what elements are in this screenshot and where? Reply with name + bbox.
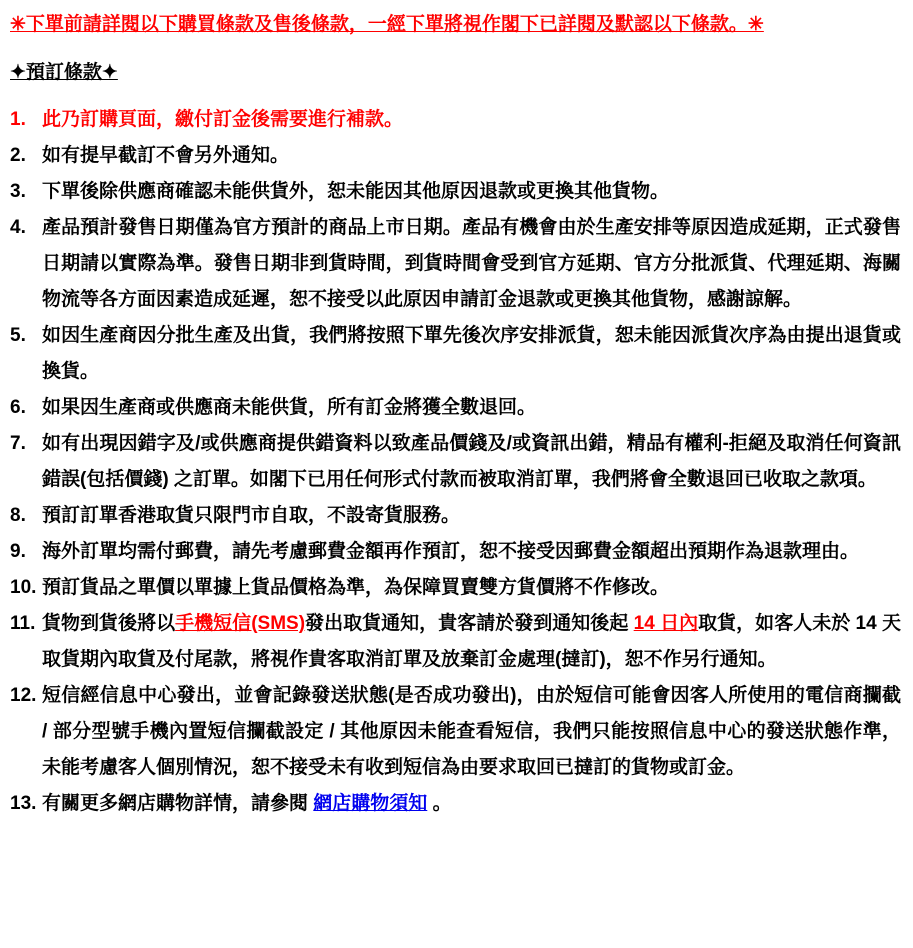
term-text xyxy=(42,606,901,678)
term-item-2 xyxy=(10,138,901,174)
purchase-terms-notice: ✳下單前請詳閱以下購買條款及售後條款，一經下單將視作閣下已詳閱及默認以下條款。✳ xyxy=(10,14,764,35)
term-text-segment: 有關更多網店購物詳情，請參閱 xyxy=(42,793,314,814)
term-text xyxy=(42,786,901,822)
terms-list xyxy=(10,102,901,822)
term-text: 如果因生產商或供應商未能供貨，所有訂金將獲全數退回。 xyxy=(42,397,537,418)
term-number: 10. xyxy=(10,577,37,598)
term-item-13 xyxy=(10,786,901,822)
term-item-4 xyxy=(10,210,901,318)
term-text-segment: 取貨，如客人未於 14 天取貨期內取貨及付尾款，將視作貴客取消訂單及放棄訂金處理(撻訂)，恕不作另行通知。 xyxy=(42,613,901,670)
term-item-5 xyxy=(10,318,901,390)
term-number: 13. xyxy=(10,793,37,814)
term-item-3 xyxy=(10,174,901,210)
term-item-9 xyxy=(10,534,901,570)
sms-emphasis: 手機短信(SMS) xyxy=(175,613,306,634)
term-text: 如有出現因錯字及/或供應商提供錯資料以致產品價錢及/或資訊出錯，精品有權利-拒絕及取消任何資訊錯誤(包括價錢) 之訂單。如閣下已用任何形式付款而被取消訂單，我們將會全數退回已收取之款項。 xyxy=(42,433,901,490)
term-text: 產品預計發售日期僅為官方預計的商品上市日期。產品有機會由於生產安排等原因造成延期，正式發售日期請以實際為準。發售日期非到貨時間，到貨時間會受到官方延期、官方分批派貨、代理延期、海關物流等各方面因素造成延遲，恕不接受以此原因申請訂金退款或更換其他貨物，感謝諒解。 xyxy=(42,217,901,310)
term-text: 短信經信息中心發出，並會記錄發送狀態(是否成功發出)，由於短信可能會因客人所使用的電信商攔截 / 部分型號手機內置短信攔截設定 / 其他原因未能查看短信，我們只能按照信息中心的發送狀態作準，未能考慮客人個別情況，恕不接受未有收到短信為由要求取回已撻訂的貨物或訂金。 xyxy=(42,685,901,778)
term-number: 1. xyxy=(10,109,26,130)
term-item-11 xyxy=(10,606,901,678)
store-shopping-guide-link[interactable]: 網店購物須知 xyxy=(313,793,428,814)
term-number: 7. xyxy=(10,433,26,454)
term-text: 如有提早截訂不會另外通知。 xyxy=(42,145,290,166)
term-text: 如因生產商因分批生產及出貨，我們將按照下單先後次序安排派貨，恕未能因派貨次序為由提出退貨或換貨。 xyxy=(42,325,901,382)
term-item-1 xyxy=(10,102,901,138)
term-number: 2. xyxy=(10,145,26,166)
term-number: 9. xyxy=(10,541,26,562)
pickup-deadline-emphasis: 14 日內 xyxy=(633,613,699,634)
term-item-10 xyxy=(10,570,901,606)
term-number: 4. xyxy=(10,217,26,238)
term-text-segment: 。 xyxy=(427,793,452,814)
term-text-segment: 貨物到貨後將以 xyxy=(42,613,176,634)
term-text: 預訂貨品之單價以單據上貨品價格為準，為保障買賣雙方貨價將不作修改。 xyxy=(42,577,670,598)
term-number: 12. xyxy=(10,685,37,706)
term-text: 海外訂單均需付郵費，請先考慮郵費金額再作預訂，恕不接受因郵費金額超出預期作為退款理由。 xyxy=(42,541,860,562)
term-number: 5. xyxy=(10,325,26,346)
term-number: 3. xyxy=(10,181,26,202)
term-text-segment: 發出取貨通知，貴客請於發到通知後起 xyxy=(305,613,634,634)
section-title-preorder-terms: ✦預訂條款✦ xyxy=(10,62,118,83)
term-item-8 xyxy=(10,498,901,534)
term-text: 下單後除供應商確認未能供貨外，恕未能因其他原因退款或更換其他貨物。 xyxy=(42,181,670,202)
term-item-7 xyxy=(10,426,901,498)
term-text: 預訂訂單香港取貨只限門市自取，不設寄貨服務。 xyxy=(42,505,461,526)
term-text: 此乃訂購頁面，繳付訂金後需要進行補款。 xyxy=(42,109,404,130)
term-number: 11. xyxy=(10,613,36,634)
term-item-6 xyxy=(10,390,901,426)
term-number: 8. xyxy=(10,505,26,526)
term-number: 6. xyxy=(10,397,26,418)
term-item-12 xyxy=(10,678,901,786)
